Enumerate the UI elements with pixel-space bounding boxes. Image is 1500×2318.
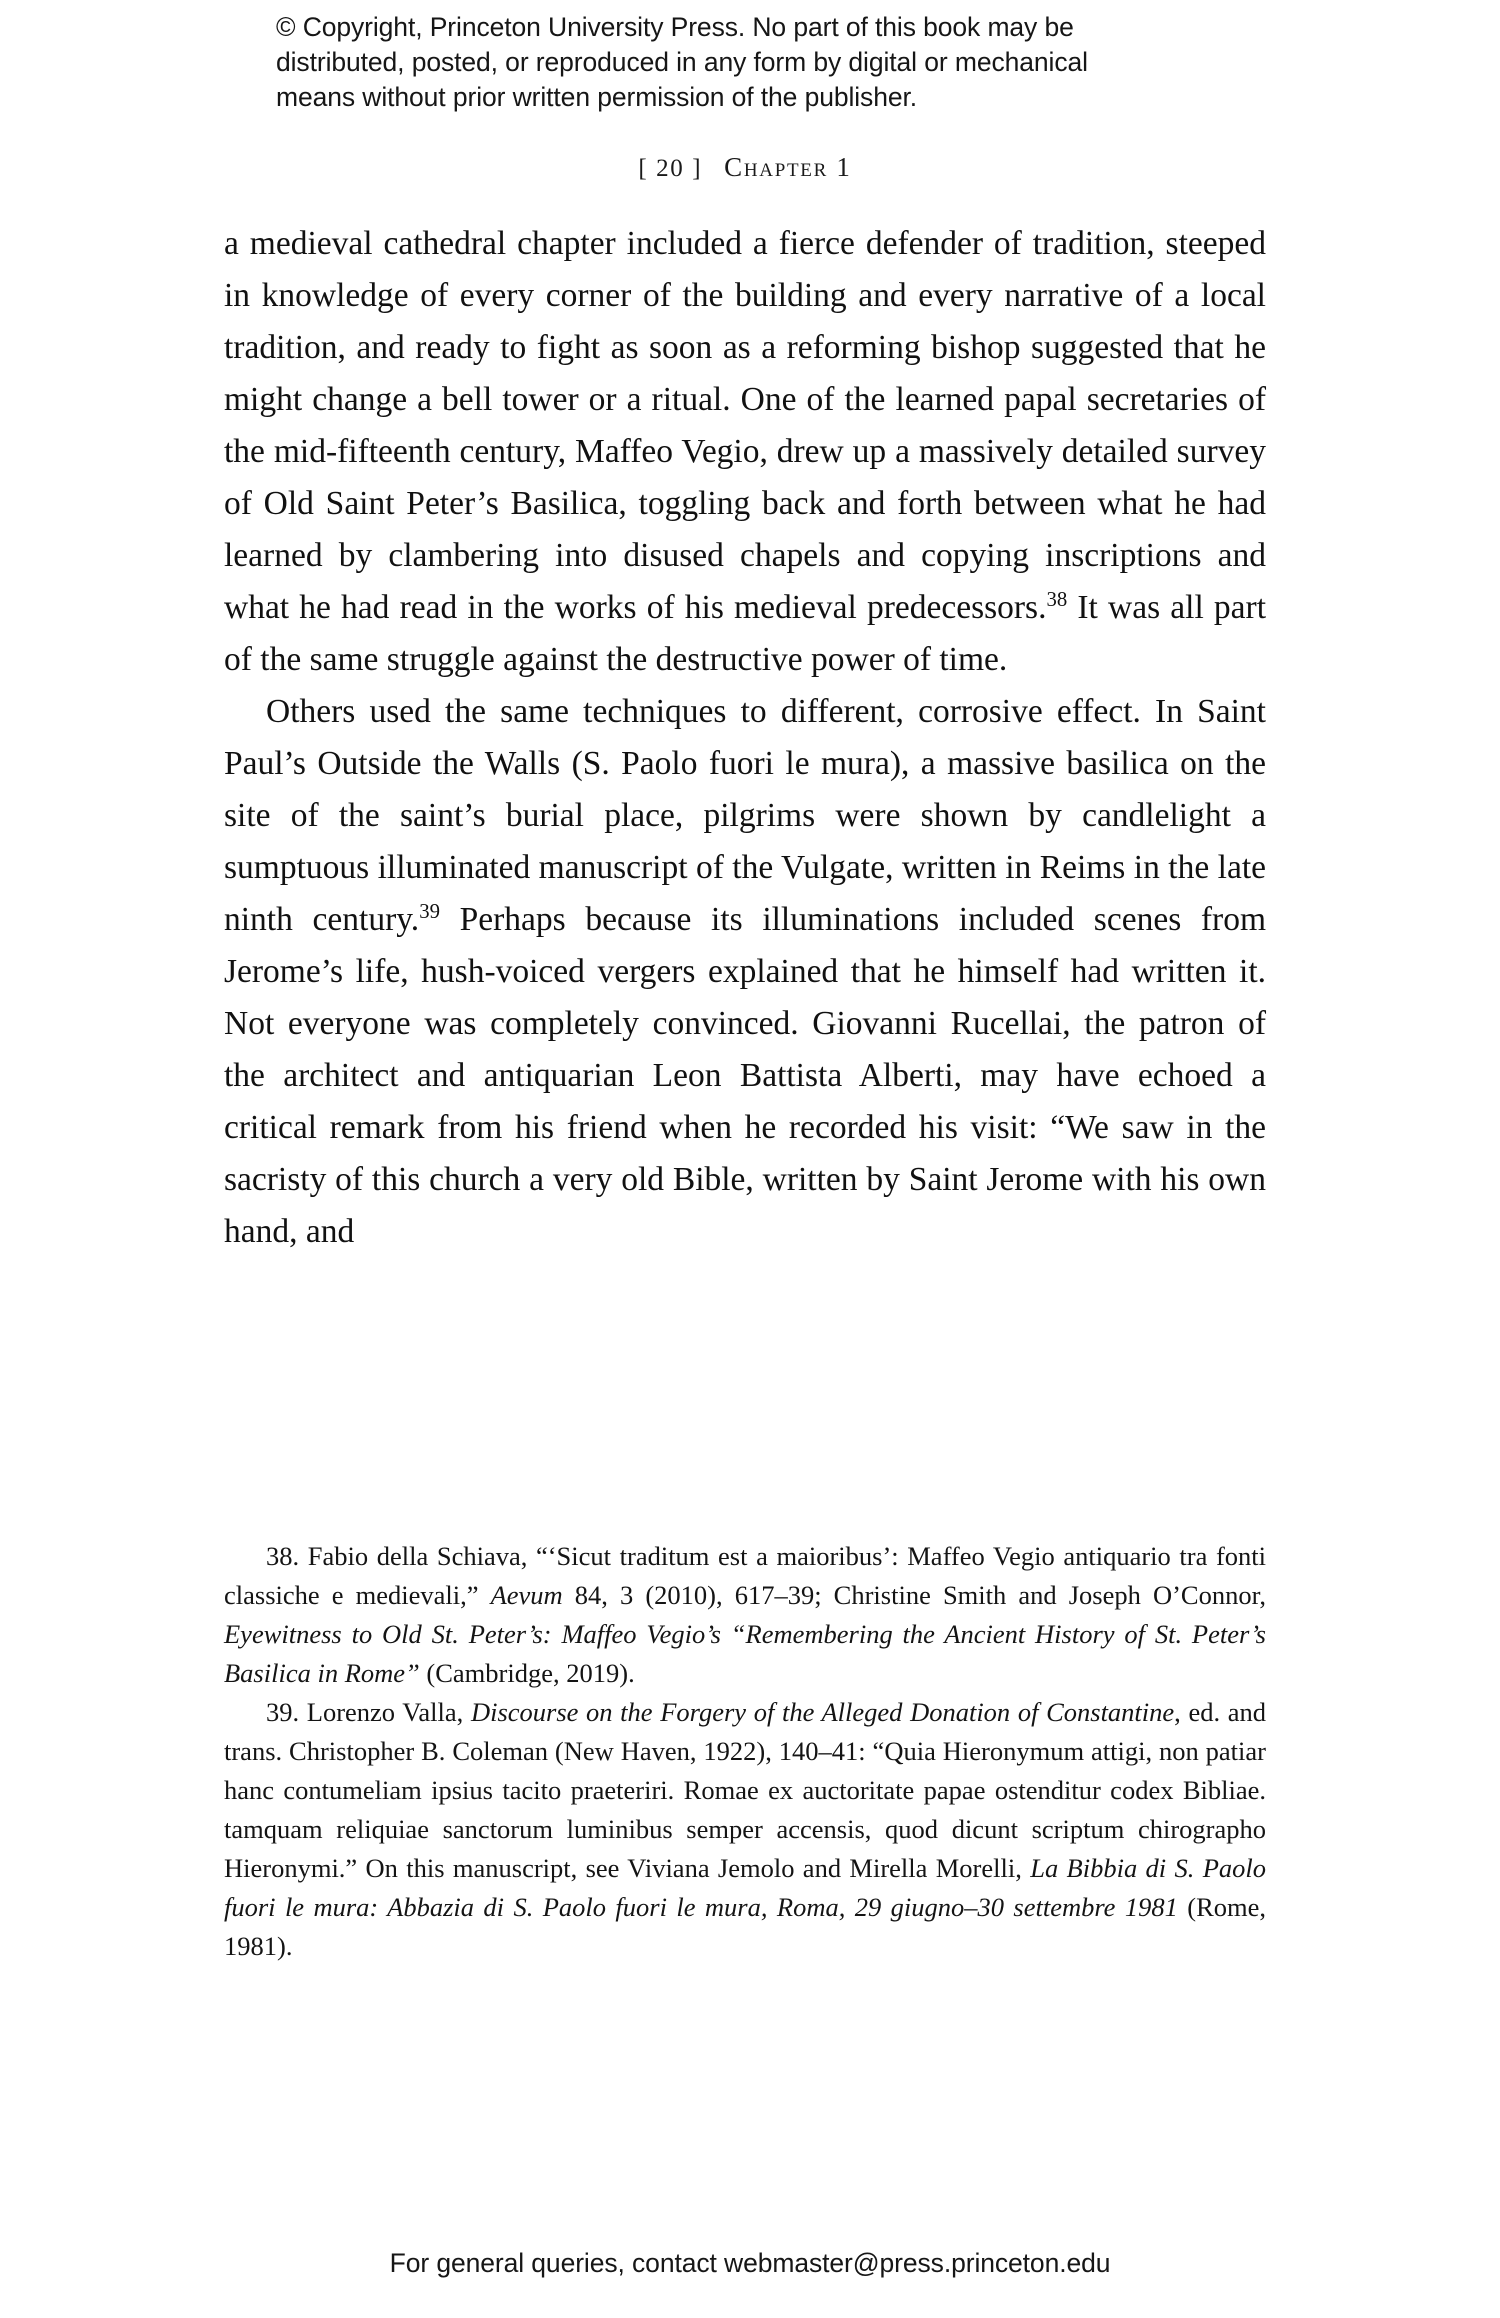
page-footer xyxy=(0,2248,1500,2279)
footnote-text: (Rome, 1981). xyxy=(224,1892,1266,1961)
paragraph-2-text-a: Others used the same techniques to different, corrosive effect. In Saint Paul’s Outside the Walls (S. Paolo fuori le mura), a massive basilica on the site of the saint’s burial place, pilgrims were shown by candlelight a sumptuous illuminated manuscript of the Vulgate, written in Reims in the late ninth century. xyxy=(224,693,1266,938)
footnote-text: (Cambridge, 2019). xyxy=(419,1658,635,1688)
footnote-title-italic: Eyewitness to Old St. Peter’s: Maffeo Vegio’s “Remembering the Ancient History of St. Peter’s Basilica in Rome” xyxy=(224,1619,1266,1688)
footnote-number: 39. xyxy=(266,1697,300,1727)
footnote-title-italic: Discourse on the Forgery of the Alleged Donation of Constantine xyxy=(470,1697,1175,1727)
footnote-text: , ed. and trans. Christopher B. Coleman (New Haven, 1922), 140–41: “Quia Hieronymum attigi, non patiar hanc contumeliam ipsius tacito praeteriri. Romae ex auctoritate papae ostenditur codex Bibliae. tamquam reliquiae sanctorum luminibus semper accensis, quod dicunt scriptum chirographo Hieronymi.” On this manuscript, see Viviana Jemolo and Mirella Morelli, xyxy=(224,1697,1266,1883)
page-number: [ 20 ] xyxy=(638,155,703,182)
footnote-reference-39[interactable]: 39 xyxy=(419,899,440,923)
footnote-entry xyxy=(224,1693,1266,1966)
copyright-line-1: © Copyright, Princeton University Press. No part of this book may be xyxy=(276,12,1074,42)
footnotes-block xyxy=(224,1537,1266,1966)
chapter-label: Chapter 1 xyxy=(724,152,852,182)
running-head xyxy=(224,152,1266,183)
footnote-text: 84, 3 (2010), 617–39; Christine Smith and Joseph O’Connor, xyxy=(562,1580,1266,1610)
body-paragraph-1 xyxy=(224,218,1266,686)
paragraph-1-text-a: a medieval cathedral chapter included a fierce defender of tradition, steeped in knowledge of every corner of the building and every narrative of a local tradition, and ready to fight as soon as a reforming bishop suggested that he might change a bell tower or a ritual. One of the learned papal secretaries of the mid-fifteenth century, Maffeo Vegio, drew up a massively detailed survey of Old Saint Peter’s Basilica, toggling back and forth between what he had learned by clambering into disused chapels and copying inscriptions and what he had read in the works of his medieval predecessors. xyxy=(224,225,1266,626)
paragraph-2-text-b: Perhaps because its illuminations included scenes from Jerome’s life, hush-voiced vergers explained that he himself had written it. Not everyone was completely convinced. Giovanni Rucellai, the patron of the architect and antiquarian Leon Battista Alberti, may have echoed a critical remark from his friend when he recorded his visit: “We saw in the sacristy of this church a very old Bible, written by Saint Jerome with his own hand, and xyxy=(224,901,1267,1250)
copyright-notice xyxy=(276,10,1236,115)
footnote-text: Lorenzo Valla, xyxy=(299,1697,471,1727)
footnote-title-italic: Aevum xyxy=(490,1580,563,1610)
copyright-line-2: distributed, posted, or reproduced in any form by digital or mechanical xyxy=(276,46,1088,77)
body-paragraph-2 xyxy=(224,686,1266,1258)
copyright-line-3: means without prior written permission of the publisher. xyxy=(276,81,918,112)
footer-text: For general queries, contact webmaster@press.princeton.edu xyxy=(389,2248,1111,2278)
paragraph-1-text-b: It was all part of the same struggle against the destructive power of time. xyxy=(224,589,1266,678)
footnote-number: 38. xyxy=(266,1541,300,1571)
footnote-entry xyxy=(224,1537,1266,1693)
footnote-text: Fabio della Schiava, “‘Sicut traditum est a maioribus’: Maffeo Vegio antiquario tra fonti classiche e medievali,” xyxy=(224,1541,1266,1610)
footnote-reference-38[interactable]: 38 xyxy=(1046,587,1068,611)
body-text-block xyxy=(224,218,1266,1258)
footnote-title-italic: La Bibbia di S. Paolo fuori le mura: Abbazia di S. Paolo fuori le mura, Roma, 29 giugno–30 settembre 1981 xyxy=(224,1853,1266,1922)
